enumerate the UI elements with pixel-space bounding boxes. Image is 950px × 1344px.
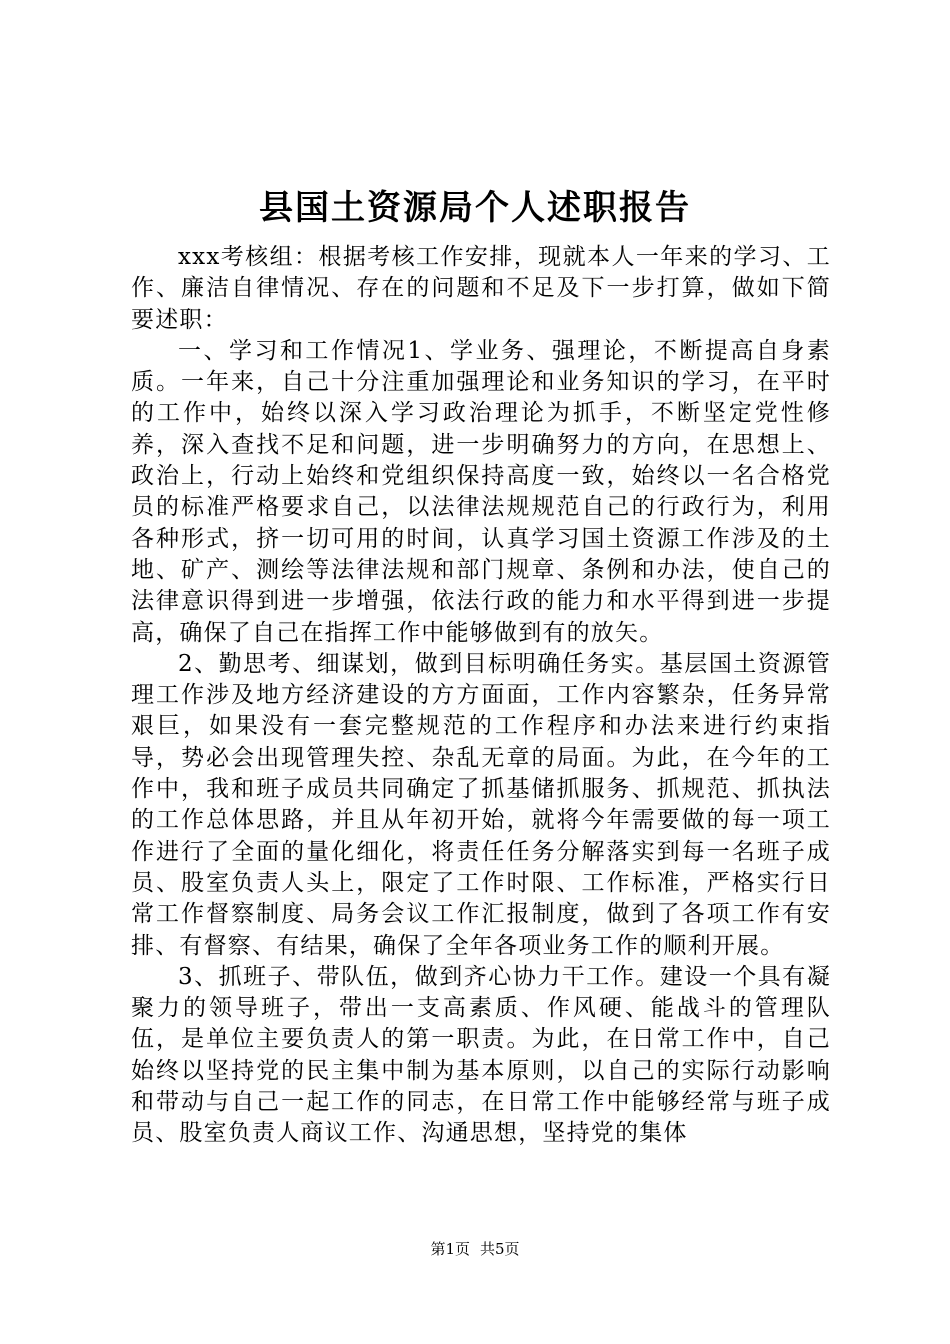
paragraph-study-work: 一、学习和工作情况1、学业务、强理论，不断提高自身素质。一年来，自己十分注重加强理论和业务知识的学习，在平时的工作中，始终以深入学习政治理论为抓手，不断坚定党性修养，深入查找不足和问题，进一步明确努力的方向，在思想上、政治上，行动上始终和党组织保持高度一致，始终以一名合格党员的标准严格要求自己，以法律法规规范自己的行政行为，利用各种形式，挤一切可用的时间，认真学习国土资源工作涉及的土地、矿产、测绘等法律法规和部门规章、条例和办法，使自己的法律意识得到进一步增强，依法行政的能力和水平得到进一步提高，确保了自己在指挥工作中能够做到有的放矢。	[131, 337, 831, 646]
page-footer	[0, 1238, 950, 1260]
document-body	[131, 242, 831, 1150]
paragraph-team: 3、抓班子、带队伍，做到齐心协力干工作。建设一个具有凝聚力的领导班子，带出一支高素质、作风硬、能战斗的管理队伍，是单位主要负责人的第一职责。为此，在日常工作中，自己始终以坚持党的民主集中制为基本原则，以自己的实际行动影响和带动与自己一起工作的同志，在日常工作中能够经常与班子成员、股室负责人商议工作、沟通思想，坚持党的集体	[131, 963, 831, 1147]
paragraph-planning: 2、勤思考、细谋划，做到目标明确任务实。基层国土资源管理工作涉及地方经济建设的方方面面，工作内容繁杂，任务异常艰巨，如果没有一套完整规范的工作程序和办法来进行约束指导，势必会出现管理失控、杂乱无章的局面。为此，在今年的工作中，我和班子成员共同确定了抓基储抓服务、抓规范、抓执法的工作总体思路，并且从年初开始，就将今年需要做的每一项工作进行了全面的量化细化，将责任任务分解落实到每一名班子成员、股室负责人头上，限定了工作时限、工作标准，严格实行日常工作督察制度、局务会议工作汇报制度，做到了各项工作有安排、有督察、有结果，确保了全年各项业务工作的顺利开展。	[131, 650, 831, 959]
page-count: 共5页	[480, 1240, 520, 1258]
document-title: 县国土资源局个人述职报告	[259, 188, 691, 228]
paragraph-intro: xxx考核组：根据考核工作安排，现就本人一年来的学习、工作、廉洁自律情况、存在的问题和不足及下一步打算，做如下简要述职：	[131, 244, 831, 333]
page-number: 第1页	[430, 1240, 470, 1258]
